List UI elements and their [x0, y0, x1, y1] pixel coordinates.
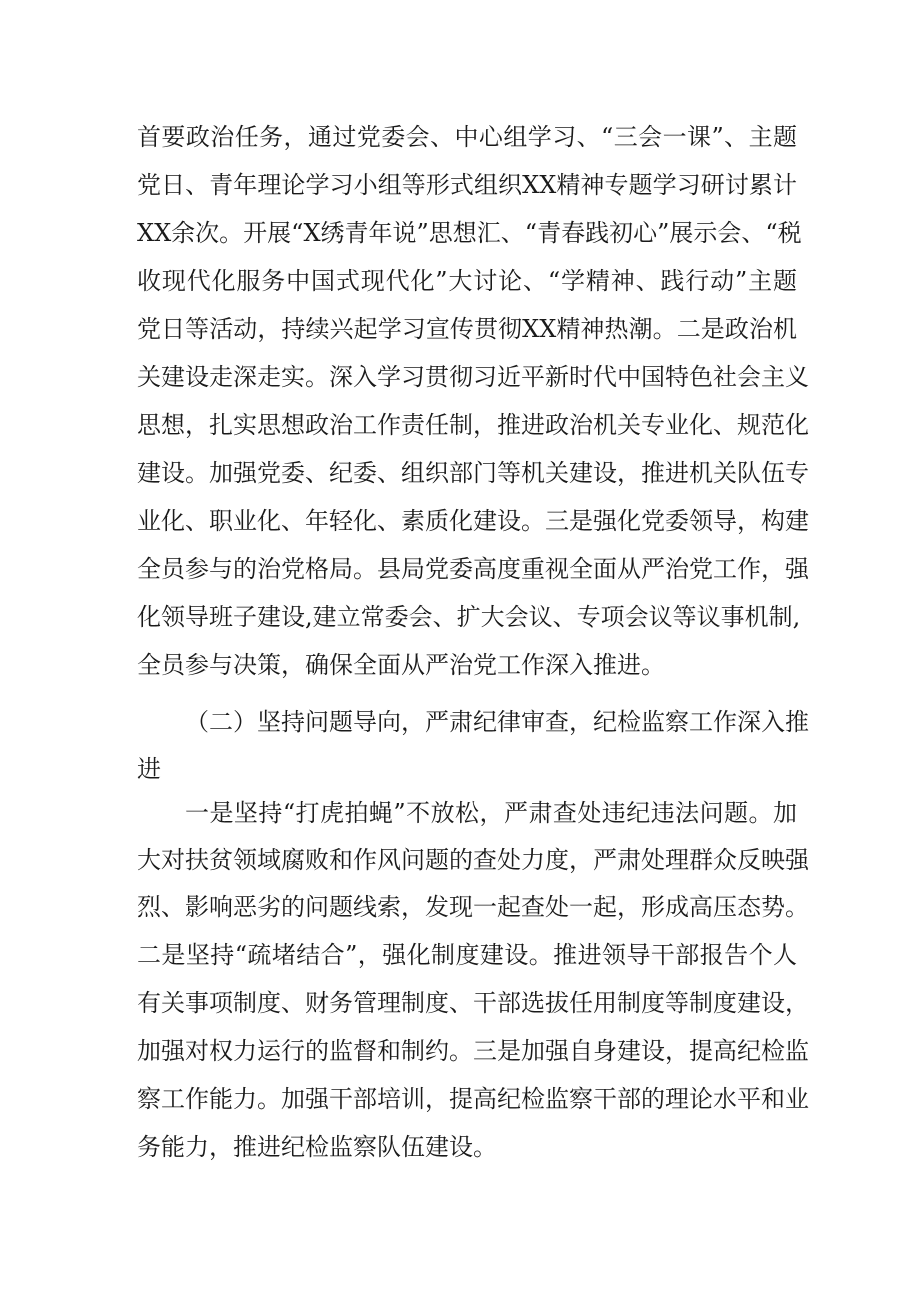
paragraph-2-line-7: 察工作能力。加强干部培训，提高纪检监察干部的理论水平和业: [137, 1085, 809, 1113]
paragraph-1-line-3: XX余次。开展“X绣青年说”思想汇、“青春践初心”展示会、“税: [137, 219, 802, 247]
paragraph-1-line-2: 党日、青年理论学习小组等形式组织XX精神专题学习研讨累计: [137, 171, 797, 199]
paragraph-2-line-8: 务能力，推进纪检监察队伍建设。: [137, 1133, 497, 1161]
paragraph-2-line-4: 二是坚持“疏堵结合”，强化制度建设。推进领导干部报告个人: [137, 941, 797, 969]
paragraph-2-line-3: 烈、影响恶劣的问题线索，发现一起查处一起，形成高压态势。: [137, 893, 809, 921]
paragraph-1-line-9: 业化、职业化、年轻化、素质化建设。三是强化党委领导，构建: [137, 507, 809, 535]
paragraph-1-line-7: 思想，扎实思想政治工作责任制，推进政治机关专业化、规范化: [137, 411, 809, 439]
paragraph-1-line-8: 建设。加强党委、纪委、组织部门等机关建设，推进机关队伍专: [137, 459, 809, 487]
paragraph-2-line-2: 大对扶贫领域腐败和作风问题的查处力度，严肃处理群众反映强: [137, 846, 809, 874]
section-heading-2-line-1: （二）坚持问题导向，严肃纪律审查，纪检监察工作深入推: [185, 708, 809, 736]
paragraph-1-line-11: 化领导班子建设,建立常委会、扩大会议、专项会议等议事机制,: [137, 603, 801, 631]
section-heading-2-line-2: 进: [137, 755, 161, 783]
paragraph-1-line-1: 首要政治任务，通过党委会、中心组学习、“三会一课”、主题: [137, 123, 797, 151]
paragraph-1-line-10: 全员参与的治党格局。县局党委高度重视全面从严治党工作，强: [137, 555, 809, 583]
paragraph-2-line-5: 有关事项制度、财务管理制度、干部选拔任用制度等制度建设，: [137, 989, 809, 1017]
paragraph-2-line-6: 加强对权力运行的监督和制约。三是加强自身建设，提高纪检监: [137, 1037, 809, 1065]
paragraph-2-line-1: 一是坚持“打虎拍蝇”不放松，严肃查处违纪违法问题。加: [185, 799, 797, 827]
paragraph-1-line-5: 党日等活动，持续兴起学习宣传贯彻XX精神热潮。二是政治机: [137, 315, 797, 343]
paragraph-1-line-12: 全员参与决策，确保全面从严治党工作深入推进。: [137, 651, 665, 679]
paragraph-1-line-6: 关建设走深走实。深入学习贯彻习近平新时代中国特色社会主义: [137, 363, 809, 391]
paragraph-1-line-4: 收现代化服务中国式现代化”大讨论、“学精神、践行动”主题: [137, 267, 797, 295]
